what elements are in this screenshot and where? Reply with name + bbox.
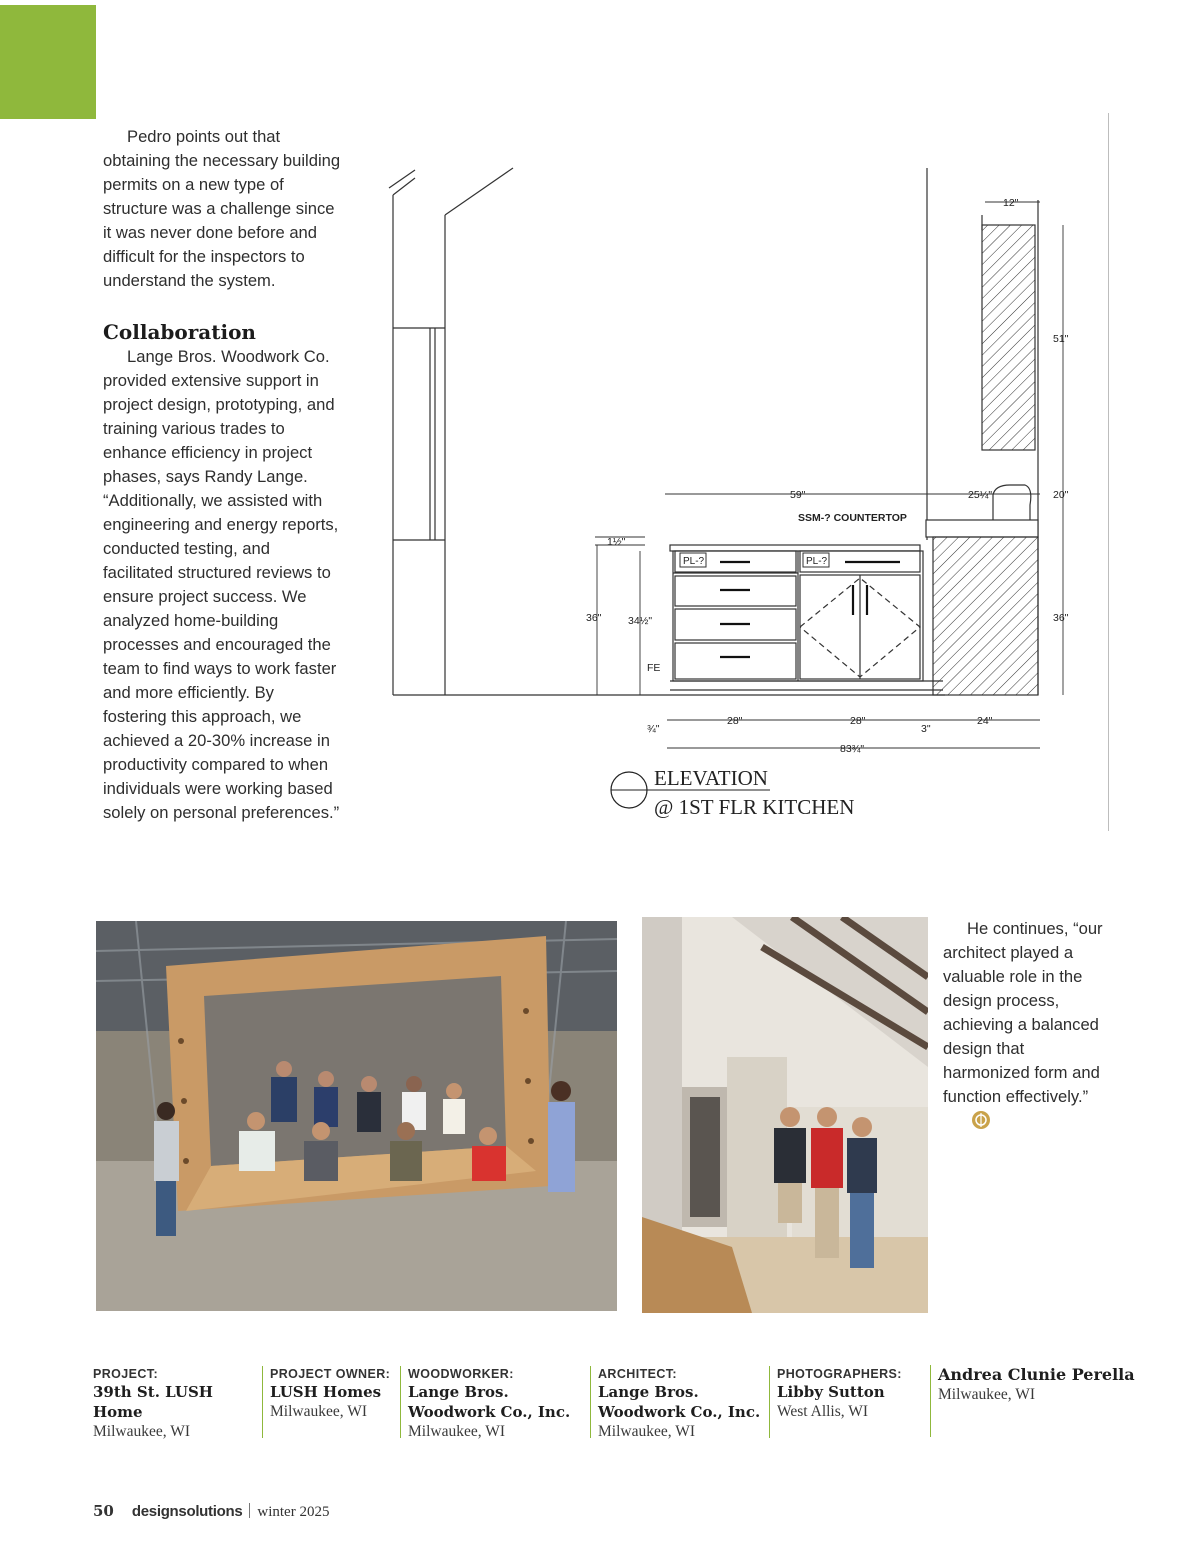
collaboration-heading: Collaboration — [103, 320, 256, 344]
credit-label: ARCHITECT: — [598, 1367, 677, 1381]
dim-label: 36" — [586, 612, 602, 624]
dim-label: 25¼" — [968, 489, 993, 501]
credit-location: Milwaukee, WI — [938, 1386, 1035, 1403]
intro-paragraph: Pedro points out that obtaining the necessary building permits on a new type of structure was a challenge since it was never done before and difficult for the inspectors to understand the system. — [103, 127, 341, 290]
issue-label: winter 2025 — [257, 1504, 330, 1520]
credit-label: PROJECT: — [93, 1367, 159, 1381]
dim-label: 28" — [727, 715, 743, 727]
page-footer — [93, 1502, 329, 1521]
dim-label: 34½" — [628, 615, 653, 627]
credit-name: Lange Bros. Woodwork Co., Inc. — [408, 1383, 571, 1421]
fe-label: FE — [647, 662, 661, 674]
dim-label: 1½" — [607, 536, 626, 548]
dim-label: ¾" — [647, 723, 660, 735]
dim-label: 36" — [1053, 612, 1069, 624]
page-number: 50 — [93, 1502, 114, 1520]
dim-label: 12" — [1003, 197, 1019, 209]
credit-name: 39th St. LUSH Home — [93, 1383, 213, 1421]
credit-name: Andrea Clunie Perella — [938, 1365, 1135, 1384]
workshop-team-photo — [96, 921, 617, 1311]
quote-block — [943, 917, 1103, 1137]
credit-label: WOODWORKER: — [408, 1367, 514, 1381]
elevation-drawing — [385, 160, 1105, 830]
credit-label: PHOTOGRAPHERS: — [777, 1367, 902, 1381]
panel-label: PL-? — [806, 556, 828, 567]
credit-location: Milwaukee, WI — [598, 1423, 695, 1440]
credit-name: Libby Sutton — [777, 1383, 885, 1401]
credit-location: Milwaukee, WI — [93, 1423, 190, 1440]
dim-label: 59" — [790, 489, 806, 501]
credit-location: West Allis, WI — [777, 1403, 869, 1420]
credit-photographers — [777, 1366, 922, 1422]
column-divider — [1108, 113, 1109, 831]
credit-woodworker — [408, 1366, 578, 1442]
left-text-column — [103, 125, 341, 825]
elevation-title: ELEVATION — [654, 766, 768, 790]
project-credits — [0, 1366, 1183, 1446]
credit-project-owner — [270, 1366, 395, 1422]
collaboration-paragraph: Lange Bros. Woodwork Co. provided extensive support in project design, prototyping, and training various trades to enhance efficiency in project phases, says Randy Lange. “Additionally, we assisted with engineering and energy reports, conducted testing, and facilitated structured reviews to ensure project success. We analyzed home-building processes and encouraged the team to find ways to work faster and more efficiently. By fostering this approach, we achieved a 20-30% increase in productivity compared to when individuals were working based solely on personal preferences.” — [103, 347, 340, 822]
dim-label: 24" — [977, 715, 993, 727]
credit-name: Lange Bros. Woodwork Co., Inc. — [598, 1383, 761, 1421]
dim-label: 51" — [1053, 333, 1069, 345]
credit-project — [93, 1366, 253, 1442]
credit-photographer-2 — [938, 1365, 1138, 1405]
credit-architect — [598, 1366, 763, 1442]
countertop-label: SSM-? COUNTERTOP — [798, 512, 907, 524]
credit-location: Milwaukee, WI — [270, 1403, 367, 1420]
dim-label: 28" — [850, 715, 866, 727]
quote-text: He continues, “our architect played a valuable role in the design process, achieving a balanced design that harmonized form and function effectively.” — [943, 919, 1103, 1106]
credit-location: Milwaukee, WI — [408, 1423, 505, 1440]
dim-label: 83¾" — [840, 743, 865, 755]
elevation-subtitle: @ 1ST FLR KITCHEN — [654, 795, 855, 819]
credit-name: LUSH Homes — [270, 1383, 382, 1401]
interior-photo — [642, 917, 928, 1313]
magazine-brand: designsolutions — [131, 1503, 243, 1520]
accent-color-block — [0, 5, 96, 119]
dim-label: 3" — [921, 723, 931, 735]
credit-label: PROJECT OWNER: — [270, 1367, 391, 1381]
panel-label: PL-? — [683, 556, 705, 567]
dim-label: 20" — [1053, 489, 1069, 501]
end-mark-icon — [947, 1110, 991, 1137]
